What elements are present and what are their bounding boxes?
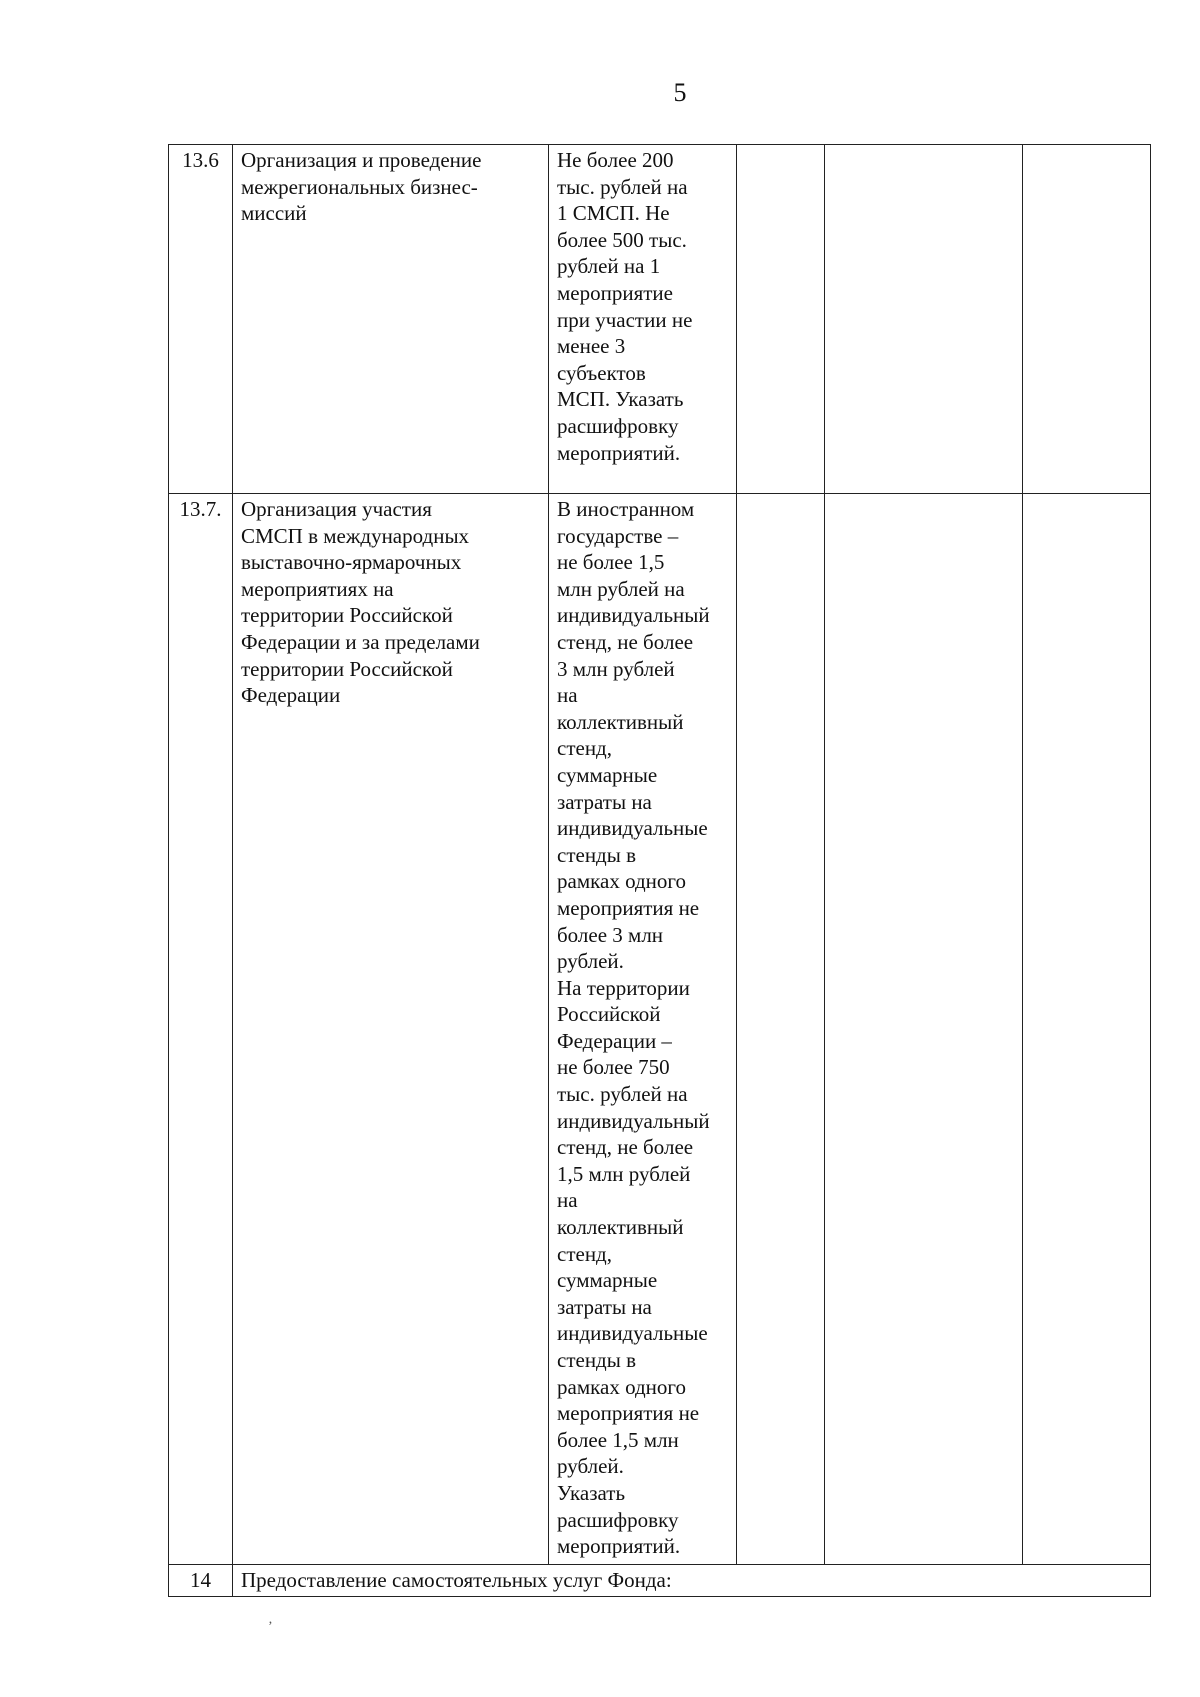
text-line: мероприятие (557, 280, 673, 305)
text-line: индивидуальные (557, 1321, 708, 1346)
text-line: расшифровку (557, 413, 679, 438)
text-line: рублей. (557, 1454, 624, 1479)
text-line: Федерации – (557, 1028, 672, 1053)
text-line: территории Российской (241, 603, 453, 628)
text-line: индивидуальный (557, 1108, 710, 1133)
text-line: государстве – (557, 523, 679, 548)
section-heading: Предоставление самостоятельных услуг Фонда: (233, 1565, 1151, 1597)
text-line: затраты на (557, 789, 652, 814)
text-line: стенды в (557, 1348, 637, 1372)
item-limit (557, 496, 728, 1560)
text-line: более 1,5 млн (557, 1427, 679, 1452)
text-line: затраты на (557, 1294, 652, 1319)
text-line: 1 СМСП. Не (557, 201, 670, 226)
empty-cell (825, 145, 1023, 494)
text-line: территории Российской (241, 656, 453, 681)
text-line: стенд, не более (557, 1135, 694, 1160)
text-line: стенд, не более (557, 629, 694, 654)
text-line: мероприятия не (557, 1401, 700, 1426)
text-line: межрегиональных бизнес- (241, 174, 478, 199)
item-title-cell (233, 494, 549, 1565)
text-line: стенды в (557, 842, 637, 867)
text-line: млн рублей на (557, 576, 685, 601)
table-row (169, 145, 1151, 494)
text-line: Указать (557, 1480, 626, 1505)
text-line: мероприятиях на (241, 576, 394, 601)
scan-mark: ‚ (268, 1612, 273, 1627)
text-line: более 3 млн (557, 922, 664, 947)
item-title-cell (233, 145, 549, 494)
empty-cell (737, 494, 825, 1565)
text-line: 3 млн рублей (557, 656, 675, 681)
text-line: субъектов (557, 360, 646, 385)
text-line: Российской (557, 1002, 661, 1027)
text-line: рамках одного (557, 869, 686, 894)
page-number: 5 (673, 78, 687, 107)
text-line: коллективный (557, 1215, 684, 1240)
text-line: На территории (557, 975, 690, 1000)
document-table (168, 144, 1151, 1597)
text-line: тыс. рублей на (557, 174, 688, 199)
text-line: рублей. (557, 949, 624, 974)
item-title (241, 147, 540, 227)
text-line: выставочно-ярмарочных (241, 550, 462, 575)
text-line: тыс. рублей на (557, 1082, 688, 1107)
text-line: коллективный (557, 709, 684, 734)
text-line: В иностранном (557, 497, 695, 521)
text-line: Федерации (241, 683, 341, 708)
text-line: стенд, (557, 736, 612, 761)
empty-cell (1023, 494, 1151, 1565)
row-number: 13.6 (169, 145, 233, 494)
text-line: рублей на 1 (557, 254, 661, 279)
table-row (169, 1565, 1151, 1597)
text-line: рамках одного (557, 1374, 686, 1399)
text-line: суммарные (557, 1268, 658, 1293)
text-line: 1,5 млн рублей (557, 1161, 691, 1186)
table-row (169, 494, 1151, 1565)
text-line: Федерации и за пределами (241, 629, 480, 654)
text-line: индивидуальный (557, 603, 710, 628)
text-line: не более 1,5 (557, 550, 665, 575)
row-number: 14 (169, 1565, 233, 1597)
empty-cell (737, 145, 825, 494)
text-line: расшифровку (557, 1507, 679, 1532)
text-line: Не более 200 (557, 148, 674, 172)
text-line: на (557, 1188, 578, 1213)
item-title (241, 496, 540, 709)
text-line: индивидуальные (557, 816, 708, 841)
text-line: не более 750 (557, 1055, 670, 1080)
text-line: миссий (241, 201, 307, 226)
text-line: стенд, (557, 1241, 612, 1266)
text-line: Организация и проведение (241, 148, 482, 172)
text-line: СМСП в международных (241, 523, 470, 548)
text-line: мероприятия не (557, 895, 700, 920)
text-line: более 500 тыс. (557, 227, 687, 252)
limit-cell (549, 494, 737, 1565)
row-number: 13.7. (169, 494, 233, 1565)
empty-cell (825, 494, 1023, 1565)
empty-cell (1023, 145, 1151, 494)
text-line: мероприятий. (557, 1534, 681, 1559)
text-line: менее 3 (557, 334, 626, 359)
text-line: на (557, 683, 578, 708)
text-line: при участии не (557, 307, 693, 332)
text-line: Организация участия (241, 497, 432, 521)
text-line: МСП. Указать (557, 387, 684, 412)
limit-cell (549, 145, 737, 494)
text-line: мероприятий. (557, 440, 681, 465)
text-line: суммарные (557, 762, 658, 787)
item-limit (557, 147, 728, 466)
